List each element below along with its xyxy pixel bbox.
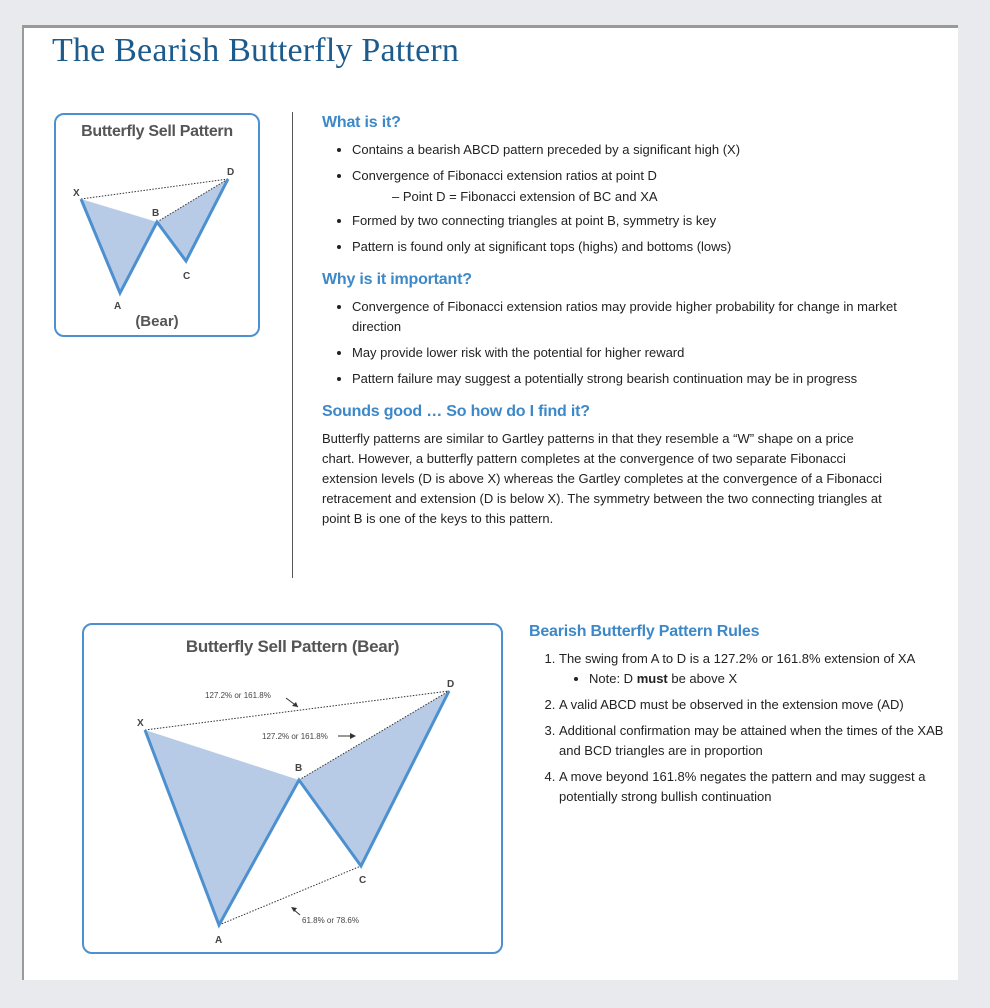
point-d-label: D <box>447 679 455 690</box>
small-chart-subtitle: (Bear) <box>135 313 179 330</box>
what-heading: What is it? <box>322 114 401 131</box>
large-pattern-box <box>82 623 503 954</box>
xd-annotation: 127.2% or 161.8% <box>205 691 271 700</box>
divider <box>292 112 293 578</box>
what-item-1: • Contains a bearish ABCD pattern preceded by a significant high (X) <box>352 140 922 160</box>
bd-arrowhead <box>350 733 356 739</box>
what-list <box>322 140 922 257</box>
large-pattern-diagram <box>84 625 505 956</box>
point-a-label: A <box>114 301 122 312</box>
point-c-label: C <box>183 271 191 282</box>
what-item-3: • Formed by two connecting triangles at point B, symmetry is key <box>352 211 922 231</box>
page-title: The Bearish Butterfly Pattern <box>52 32 460 69</box>
page <box>22 25 958 980</box>
what-subitem: – Point D = Fibonacci extension of BC and XA <box>392 189 658 204</box>
rules-heading: Bearish Butterfly Pattern Rules <box>529 623 760 640</box>
why-item-1: • Convergence of Fibonacci extension ratios may provide higher probability for change in market direction <box>352 297 912 337</box>
point-x-label: X <box>73 188 80 199</box>
what-sublist <box>352 187 922 207</box>
rule-note-list <box>559 669 949 689</box>
rule-note-bold: must <box>636 671 668 686</box>
point-b-label: B <box>295 763 303 774</box>
how-heading: Sounds good … So how do I find it? <box>322 403 590 420</box>
why-list <box>322 297 912 389</box>
rule-note-suffix: be above X <box>667 671 738 686</box>
point-a-label: A <box>215 935 223 946</box>
rule-item-1-text: The swing from A to D is a 127.2% or 161.8% extension of XA <box>559 651 916 666</box>
rules-list <box>529 649 949 807</box>
small-pattern-diagram <box>56 115 262 339</box>
rule-item-1 <box>559 649 949 689</box>
what-item-2: • Convergence of Fibonacci extension ratios at point D <box>352 166 922 186</box>
why-heading: Why is it important? <box>322 271 472 288</box>
rule-item-3: 3. Additional confirmation may be attained when the times of the XAB and BCD triangles are in proportion <box>559 721 949 761</box>
how-paragraph: Butterfly patterns are similar to Gartley patterns in that they resemble a “W” shape on a price chart. However, a butterfly pattern completes at the convergence of two separate Fibonacci extension levels (D is above X) whereas the Gartley completes at the convergence of a Fibonacci retracement and extension (D is below X). The symmetry between the two connecting triangles at point B is one of the keys to this pattern. <box>322 431 883 526</box>
xab-triangle <box>145 730 299 925</box>
small-chart-title: Butterfly Sell Pattern <box>81 123 233 140</box>
large-chart-title: Butterfly Sell Pattern (Bear) <box>185 637 400 656</box>
rule-note-prefix: Note: D <box>589 671 637 686</box>
rule-note <box>589 669 949 689</box>
why-item-3: • Pattern failure may suggest a potentially strong bearish continuation may be in progress <box>352 369 912 389</box>
why-item-2: • May provide lower risk with the potential for higher reward <box>352 343 912 363</box>
rule-item-4: 4. A move beyond 161.8% negates the pattern and may suggest a potentially strong bullish continuation <box>559 767 949 807</box>
bd-annotation: 127.2% or 161.8% <box>262 732 328 741</box>
rules-section <box>529 623 949 813</box>
content-column <box>322 114 922 529</box>
point-d-label: D <box>227 167 235 178</box>
rule-item-2: 2. A valid ABCD must be observed in the extension move (AD) <box>559 695 949 715</box>
small-pattern-box <box>54 113 260 337</box>
point-b-label: B <box>152 208 160 219</box>
point-x-label: X <box>137 718 144 729</box>
what-item-4: • Pattern is found only at significant tops (highs) and bottoms (lows) <box>352 237 922 257</box>
point-c-label: C <box>359 875 367 886</box>
ac-annotation: 61.8% or 78.6% <box>302 916 359 925</box>
